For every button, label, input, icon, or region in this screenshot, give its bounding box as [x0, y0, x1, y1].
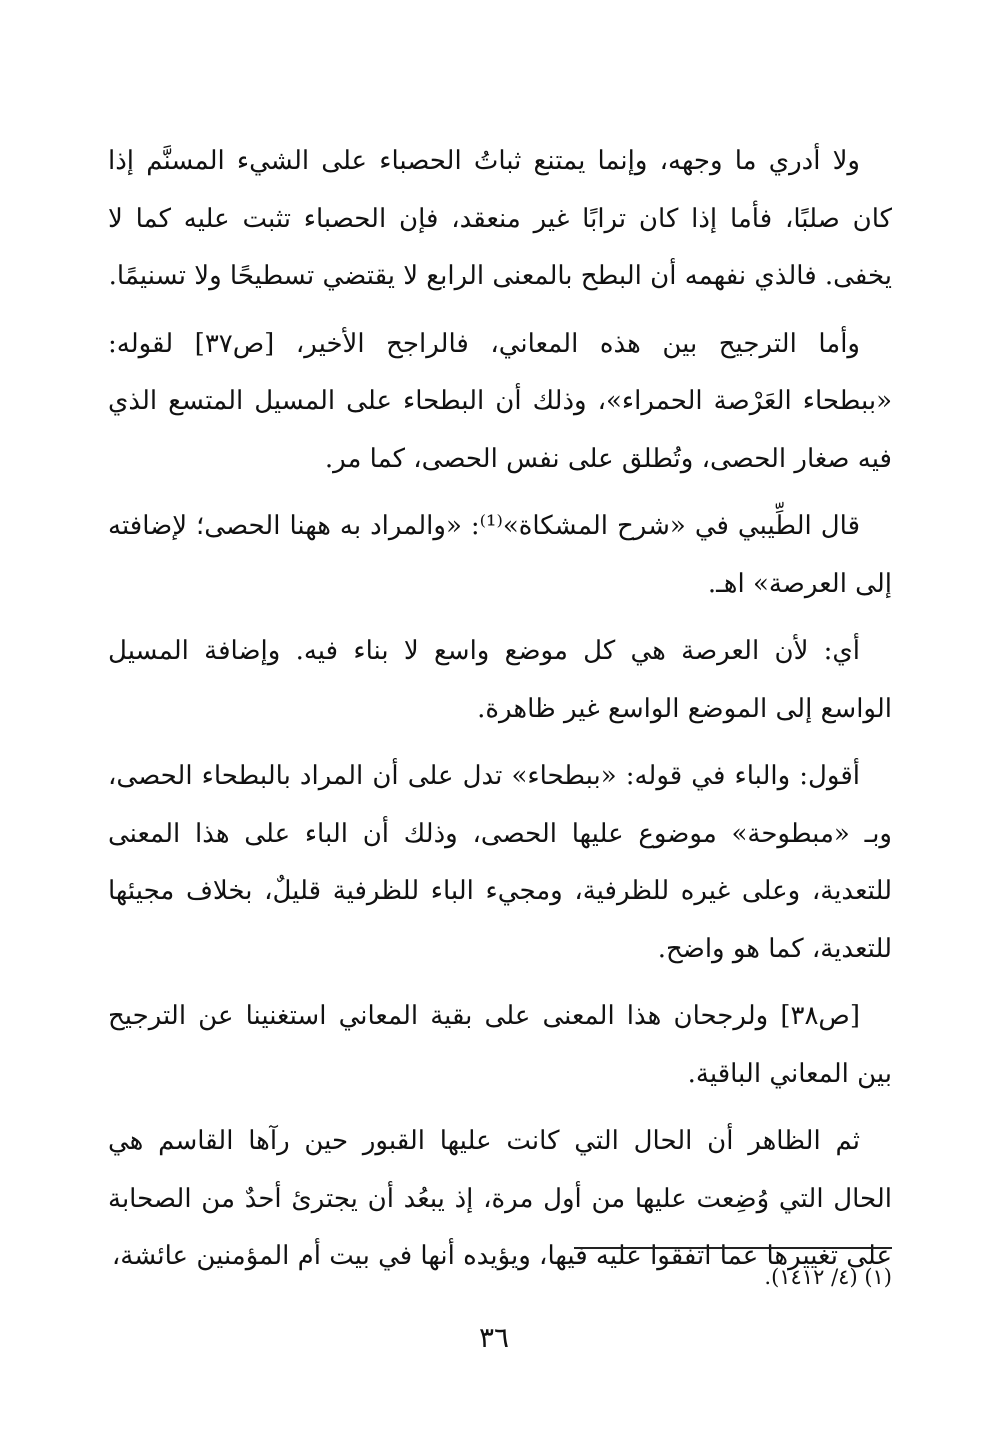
text-line: أي: لأن العرصة هي كل موضع واسع لا بناء فيه. وإضافة المسيل	[108, 636, 860, 666]
text-line: الحال التي وُضِعت عليها من أول مرة، إذ يبعُد أن يجترئ أحدٌ من الصحابة	[108, 1183, 892, 1214]
text-line: الواسع إلى الموضع الواسع غير ظاهرة.	[477, 693, 892, 724]
paragraph-5	[108, 748, 892, 978]
text-line: قال الطِّيبي في «شرح المشكاة»⁽¹⁾: «والمراد به ههنا الحصى؛ لإضافته	[108, 511, 860, 541]
footnote: (١) (٤/ ١٤١٢).	[764, 1265, 892, 1289]
paragraph-1	[108, 133, 892, 306]
text-line: «ببطحاء العَرْصة الحمراء»، وذلك أن البطحاء على المسيل المتسع الذي	[108, 386, 892, 416]
text-line: ولا أدري ما وجهه، وإنما يمتنع ثباتُ الحصباء على الشيء المسنَّم إذا	[108, 146, 860, 176]
text-line: للتعدية، كما هو واضح.	[657, 933, 892, 964]
paragraph-4	[108, 623, 892, 738]
footnote-separator	[574, 1247, 892, 1249]
paragraph-3	[108, 498, 892, 613]
text-line: وأما الترجيح بين هذه المعاني، فالراجح الأخير، [ص٣٧] لقوله:	[108, 328, 860, 359]
text-line: إلى العرصة» اهـ.	[707, 568, 892, 599]
main-text	[108, 133, 892, 1296]
text-line: أقول: والباء في قوله: «ببطحاء» تدل على أن المراد بالبطحاء الحصى،	[108, 761, 860, 791]
text-line: على تغييرها عما اتفقوا عليه فيها، ويؤيده أنها في بيت أم المؤمنين عائشة،	[111, 1241, 892, 1271]
text-line: يخفى. فالذي نفهمه أن البطح بالمعنى الرابع لا يقتضي تسطيحًا ولا تسنيمًا.	[108, 261, 892, 291]
text-line: بين المعاني الباقية.	[687, 1058, 892, 1089]
paragraph-2	[108, 316, 892, 489]
paragraph-6	[108, 988, 892, 1103]
text-line: فيه صغار الحصى، وتُطلق على نفس الحصى، كما مر.	[324, 443, 892, 474]
text-line: للتعدية، وعلى غيره للظرفية، ومجيء الباء للظرفية قليلٌ، بخلاف مجيئها	[108, 876, 892, 906]
page-number: ٣٦	[478, 1321, 510, 1354]
text-line: [ص٣٨] ولرجحان هذا المعنى على بقية المعاني استغنينا عن الترجيح	[108, 1001, 860, 1031]
paragraph-7	[108, 1113, 892, 1286]
text-line: كان صلبًا، فأما إذا كان ترابًا غير منعقد، فإن الحصباء تثبت عليه كما لا	[108, 203, 892, 234]
text-line: ثم الظاهر أن الحال التي كانت عليها القبور حين رآها القاسم هي	[108, 1126, 860, 1156]
text-line: وبـ «مبطوحة» موضوع عليها الحصى، وذلك أن الباء على هذا المعنى	[108, 818, 892, 849]
